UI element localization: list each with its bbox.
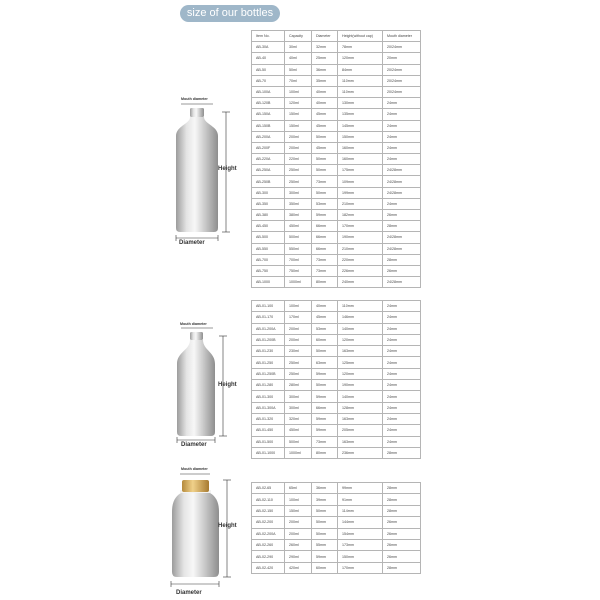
table-cell: 163mm — [338, 436, 383, 447]
table-cell: 140mm — [338, 323, 383, 334]
table-cell: 20/24mm — [383, 64, 421, 75]
table-cell: AB-700 — [252, 254, 285, 265]
table-cell: 26mm — [383, 528, 421, 539]
table-row — [252, 357, 421, 368]
table-cell: 450ml — [285, 221, 312, 232]
table-cell: AB-50 — [252, 64, 285, 75]
table-header-row — [252, 31, 421, 42]
table-cell: AB-500 — [252, 232, 285, 243]
table-cell: 60mm — [312, 562, 338, 573]
table-row — [252, 232, 421, 243]
diameter-label-2: Diameter — [181, 442, 207, 448]
table-row — [252, 323, 421, 334]
table-cell: 140mm — [338, 391, 383, 402]
table-row — [252, 131, 421, 142]
table-cell: 50mm — [312, 346, 338, 357]
table-cell: 24mm — [383, 323, 421, 334]
table-cell: 91mm — [338, 494, 383, 505]
table-cell: 150ml — [285, 120, 312, 131]
table-cell: 110mm — [338, 75, 383, 86]
table-row — [252, 413, 421, 424]
table-cell: 24mm — [383, 131, 421, 142]
table-cell: 26mm — [383, 539, 421, 550]
bottle-1 — [176, 104, 230, 241]
table-cell: 160mm — [338, 142, 383, 153]
table-cell: 24mm — [383, 402, 421, 413]
table-cell: 130mm — [338, 98, 383, 109]
table-row — [252, 562, 421, 573]
table-cell: 150ml — [285, 109, 312, 120]
table-cell: 109mm — [338, 176, 383, 187]
table-cell: 50mm — [312, 505, 338, 516]
table-cell: 450ml — [285, 425, 312, 436]
table-cell: 59mm — [312, 391, 338, 402]
table-cell: 73mm — [312, 265, 338, 276]
table-cell: AB-100A — [252, 86, 285, 97]
table-cell: AB-01-450 — [252, 425, 285, 436]
table-cell: 200ml — [285, 323, 312, 334]
table-cell: AB-450 — [252, 221, 285, 232]
table-cell: 200ml — [285, 334, 312, 345]
table-row — [252, 109, 421, 120]
column-header: Height(without cap) — [338, 31, 383, 42]
table-row — [252, 380, 421, 391]
table-cell: 50mm — [312, 165, 338, 176]
table-cell: 40mm — [312, 86, 338, 97]
table-cell: 66mm — [312, 221, 338, 232]
table-cell: 40mm — [312, 301, 338, 312]
table-row — [252, 301, 421, 312]
table-cell: 236mm — [338, 447, 383, 458]
table-cell: 190mm — [338, 232, 383, 243]
table-cell: 50mm — [312, 131, 338, 142]
table-row — [252, 98, 421, 109]
table-row — [252, 436, 421, 447]
table-cell: 250ml — [285, 357, 312, 368]
table-cell: 24mm — [383, 301, 421, 312]
table-cell: 24mm — [383, 120, 421, 131]
table-cell: 73mm — [312, 254, 338, 265]
table-cell: 40mm — [312, 98, 338, 109]
section-title: size of our bottles — [186, 7, 274, 19]
table-cell: 73mm — [312, 176, 338, 187]
spec-table-1 — [251, 30, 421, 288]
table-row — [252, 447, 421, 458]
table-cell: 28mm — [383, 505, 421, 516]
table-cell: 40ml — [285, 53, 312, 64]
table-row — [252, 120, 421, 131]
table-cell: 220mm — [338, 254, 383, 265]
table-cell: AB-150B — [252, 120, 285, 131]
table-cell: 59mm — [312, 425, 338, 436]
table-cell: 66mm — [312, 232, 338, 243]
table-cell: 66mm — [312, 243, 338, 254]
table-row — [252, 402, 421, 413]
table-row — [252, 277, 421, 288]
height-label-3: Height — [218, 523, 237, 529]
table-cell: 24mm — [383, 154, 421, 165]
table-cell: 24/28mm — [383, 243, 421, 254]
table-cell: 53mm — [312, 198, 338, 209]
table-cell: 24mm — [383, 198, 421, 209]
table-cell: 53mm — [312, 323, 338, 334]
table-cell: 66mm — [312, 402, 338, 413]
table-cell: 170mm — [338, 221, 383, 232]
table-cell: 20/24mm — [383, 75, 421, 86]
table-cell: 110mm — [338, 86, 383, 97]
table-cell: AB-01-500 — [252, 436, 285, 447]
table-cell: AB-350 — [252, 198, 285, 209]
table-cell: 60mm — [312, 334, 338, 345]
table-cell: AB-550 — [252, 243, 285, 254]
table-cell: 1000ml — [285, 277, 312, 288]
table-cell: 500ml — [285, 232, 312, 243]
table-cell: 32mm — [312, 42, 338, 53]
table-cell: 300ml — [285, 402, 312, 413]
table-cell: 28mm — [383, 483, 421, 494]
table-cell: 260ml — [285, 539, 312, 550]
table-cell: 24mm — [383, 391, 421, 402]
table-cell: 700ml — [285, 254, 312, 265]
table-cell: 24mm — [383, 334, 421, 345]
table-cell: 25mm — [312, 53, 338, 64]
table-cell: 24mm — [383, 368, 421, 379]
column-header: Capacity — [285, 31, 312, 42]
bottle-1-body — [176, 117, 218, 232]
table-cell: 120mm — [338, 53, 383, 64]
table-cell: 280ml — [285, 380, 312, 391]
table-cell: 24mm — [383, 380, 421, 391]
table-cell: 24mm — [383, 109, 421, 120]
table-cell: 24mm — [383, 346, 421, 357]
spec-table-3 — [251, 482, 421, 574]
table-cell: 35mm — [312, 75, 338, 86]
column-header: Mouth diameter — [383, 31, 421, 42]
table-cell: 26mm — [383, 265, 421, 276]
table-cell: 220ml — [285, 154, 312, 165]
table-cell: 100ml — [285, 86, 312, 97]
table-cell: 350ml — [285, 198, 312, 209]
table-cell: 250ml — [285, 176, 312, 187]
table-row — [252, 517, 421, 528]
table-cell: 120mm — [338, 334, 383, 345]
bottle-2-neck — [190, 332, 203, 340]
table-cell: 20/24mm — [383, 86, 421, 97]
table-cell: 28mm — [383, 254, 421, 265]
table-cell: 20/24mm — [383, 42, 421, 53]
table-cell: 230ml — [285, 346, 312, 357]
table-cell: 250ml — [285, 368, 312, 379]
table-cell: 125mm — [338, 357, 383, 368]
table-cell: 70ml — [285, 75, 312, 86]
mouth-diameter-label-1: Mouth diameter — [181, 97, 208, 101]
table-row — [252, 75, 421, 86]
table-cell: 145mm — [338, 120, 383, 131]
table-cell: 500ml — [285, 436, 312, 447]
table-cell: 170mm — [338, 562, 383, 573]
table-row — [252, 265, 421, 276]
table-cell: 250ml — [285, 165, 312, 176]
table-cell: 240mm — [338, 277, 383, 288]
table-cell: 28mm — [383, 221, 421, 232]
table-row — [252, 154, 421, 165]
table-row — [252, 334, 421, 345]
table-cell: 24mm — [383, 98, 421, 109]
table-cell: 59mm — [312, 368, 338, 379]
bottle-3-body — [172, 493, 219, 577]
table-cell: 199mm — [338, 187, 383, 198]
table-row — [252, 42, 421, 53]
table-cell: 36mm — [312, 64, 338, 75]
table-cell: 320ml — [285, 413, 312, 424]
table-cell: 163mm — [338, 413, 383, 424]
table-row — [252, 505, 421, 516]
table-cell: 150ml — [285, 505, 312, 516]
table-cell: 24/28mm — [383, 187, 421, 198]
table-cell: 210mm — [338, 243, 383, 254]
table-cell: 120ml — [285, 98, 312, 109]
table-row — [252, 165, 421, 176]
table-cell: AB-02-200 — [252, 517, 285, 528]
table-cell: AB-01-300 — [252, 391, 285, 402]
table-cell: AB-30A — [252, 42, 285, 53]
table-row — [252, 254, 421, 265]
table-cell: 175mm — [338, 165, 383, 176]
table-cell: 24mm — [383, 357, 421, 368]
bottle-1-neck — [190, 108, 204, 117]
table-row — [252, 528, 421, 539]
table-cell: AB-01-250 — [252, 357, 285, 368]
table-cell: AB-02-290 — [252, 551, 285, 562]
table-cell: 39mm — [312, 494, 338, 505]
table-cell: AB-01-320 — [252, 413, 285, 424]
table-cell: 135mm — [338, 109, 383, 120]
table-cell: AB-70 — [252, 75, 285, 86]
table-row — [252, 142, 421, 153]
table-cell: AB-120B — [252, 98, 285, 109]
table-cell: 59mm — [312, 551, 338, 562]
table-cell: 45mm — [312, 312, 338, 323]
table-cell: 420ml — [285, 562, 312, 573]
table-cell: 26mm — [383, 551, 421, 562]
table-cell: 150mm — [338, 551, 383, 562]
table-cell: 200ml — [285, 131, 312, 142]
table-cell: 65ml — [285, 483, 312, 494]
table-cell: 80mm — [312, 447, 338, 458]
table-row — [252, 210, 421, 221]
mouth-diameter-label-2: Mouth diameter — [180, 322, 207, 326]
table-cell: 182mm — [338, 210, 383, 221]
mouth-diameter-label-3: Mouth diameter — [181, 467, 208, 471]
table-cell: AB-250A — [252, 165, 285, 176]
table-cell: AB-01-200B — [252, 334, 285, 345]
table-cell: 24/28mm — [383, 232, 421, 243]
table-cell: 50mm — [312, 528, 338, 539]
table-row — [252, 198, 421, 209]
table-cell: 380ml — [285, 210, 312, 221]
table-cell: 24mm — [383, 425, 421, 436]
table-cell: 190mm — [338, 380, 383, 391]
table-cell: 205mm — [338, 425, 383, 436]
table-cell: 50mm — [312, 187, 338, 198]
table-cell: 300ml — [285, 391, 312, 402]
table-cell: AB-02-260 — [252, 539, 285, 550]
table-cell: AB-01-1000 — [252, 447, 285, 458]
diameter-label-3: Diameter — [176, 590, 202, 596]
table-cell: 160mm — [338, 154, 383, 165]
table-cell: AB-02-200A — [252, 528, 285, 539]
table-cell: 100ml — [285, 494, 312, 505]
table-cell: 45mm — [312, 109, 338, 120]
table-cell: 146mm — [338, 312, 383, 323]
table-cell: 24/28mm — [383, 176, 421, 187]
table-cell: AB-300 — [252, 187, 285, 198]
table-cell: 114mm — [338, 505, 383, 516]
table-cell: 28mm — [383, 562, 421, 573]
table-cell: 226mm — [338, 265, 383, 276]
table-cell: 150mm — [338, 131, 383, 142]
table-cell: 300ml — [285, 187, 312, 198]
table-cell: 20mm — [383, 53, 421, 64]
table-cell: AB-750 — [252, 265, 285, 276]
table-cell: 45mm — [312, 142, 338, 153]
table-row — [252, 187, 421, 198]
bottle-3-gold-cap — [182, 480, 209, 492]
table-cell: 78mm — [338, 42, 383, 53]
table-cell: 1000ml — [285, 447, 312, 458]
table-row — [252, 425, 421, 436]
table-cell: 50mm — [312, 380, 338, 391]
table-cell: 50ml — [285, 64, 312, 75]
table-row — [252, 86, 421, 97]
table-cell: 28mm — [383, 494, 421, 505]
height-label-1: Height — [218, 166, 237, 172]
table-cell: 170ml — [285, 312, 312, 323]
diameter-label-1: Diameter — [179, 240, 205, 246]
table-cell: AB-250B — [252, 176, 285, 187]
table-row — [252, 551, 421, 562]
table-cell: 63mm — [312, 357, 338, 368]
table-cell: 154mm — [338, 528, 383, 539]
table-cell: AB-01-100 — [252, 301, 285, 312]
table-row — [252, 176, 421, 187]
table-cell: 36mm — [312, 483, 338, 494]
table-cell: 24mm — [383, 413, 421, 424]
table-cell: 24mm — [383, 312, 421, 323]
table-cell: 100ml — [285, 301, 312, 312]
table-cell: AB-02-65 — [252, 483, 285, 494]
table-cell: 550ml — [285, 243, 312, 254]
table-cell: AB-380 — [252, 210, 285, 221]
table-cell: 24/28mm — [383, 277, 421, 288]
table-row — [252, 391, 421, 402]
bottle-3 — [171, 474, 231, 587]
table-cell: AB-01-200A — [252, 323, 285, 334]
table-cell: AB-200A — [252, 131, 285, 142]
table-row — [252, 312, 421, 323]
table-row — [252, 64, 421, 75]
table-cell: AB-40 — [252, 53, 285, 64]
table-cell: 200ml — [285, 517, 312, 528]
spec-table-2 — [251, 300, 421, 459]
table-cell: 84mm — [338, 64, 383, 75]
table-row — [252, 539, 421, 550]
table-cell: 55mm — [312, 539, 338, 550]
bottle-2-body — [177, 340, 215, 436]
table-cell: AB-02-150 — [252, 505, 285, 516]
table-cell: 110mm — [338, 301, 383, 312]
table-cell: 24mm — [383, 142, 421, 153]
table-cell: 24mm — [383, 436, 421, 447]
table-cell: AB-01-280 — [252, 380, 285, 391]
table-cell: AB-02-420 — [252, 562, 285, 573]
table-cell: 80mm — [312, 277, 338, 288]
table-cell: AB-200F — [252, 142, 285, 153]
table-cell: 59mm — [312, 413, 338, 424]
table-row — [252, 346, 421, 357]
table-row — [252, 53, 421, 64]
table-cell: AB-220A — [252, 154, 285, 165]
table-cell: 144mm — [338, 517, 383, 528]
table-cell: 30ml — [285, 42, 312, 53]
table-cell: 26mm — [383, 517, 421, 528]
column-header: Diameter — [312, 31, 338, 42]
table-cell: 200ml — [285, 142, 312, 153]
table-cell: 50mm — [312, 154, 338, 165]
table-row — [252, 483, 421, 494]
table-cell: 750ml — [285, 265, 312, 276]
table-cell: 120mm — [338, 368, 383, 379]
table-cell: 173mm — [338, 539, 383, 550]
table-row — [252, 494, 421, 505]
table-cell: AB-01-170 — [252, 312, 285, 323]
table-cell: AB-150A — [252, 109, 285, 120]
table-cell: 45mm — [312, 120, 338, 131]
table-cell: 73mm — [312, 436, 338, 447]
table-cell: AB-01-230 — [252, 346, 285, 357]
table-cell: AB-01-250B — [252, 368, 285, 379]
table-cell: 28mm — [383, 447, 421, 458]
table-cell: 26mm — [383, 210, 421, 221]
table-cell: 210mm — [338, 198, 383, 209]
table-cell: AB-1000 — [252, 277, 285, 288]
table-cell: 99mm — [338, 483, 383, 494]
table-row — [252, 221, 421, 232]
table-cell: AB-01-300A — [252, 402, 285, 413]
table-cell: 128mm — [338, 402, 383, 413]
table-cell: 290ml — [285, 551, 312, 562]
table-cell: 50mm — [312, 517, 338, 528]
height-label-2: Height — [218, 382, 237, 388]
table-cell: 59mm — [312, 210, 338, 221]
column-header: Item No. — [252, 31, 285, 42]
table-cell: 200ml — [285, 528, 312, 539]
table-row — [252, 368, 421, 379]
table-cell: 24/28mm — [383, 165, 421, 176]
table-cell: AB-02-110 — [252, 494, 285, 505]
table-row — [252, 243, 421, 254]
table-cell: 163mm — [338, 346, 383, 357]
